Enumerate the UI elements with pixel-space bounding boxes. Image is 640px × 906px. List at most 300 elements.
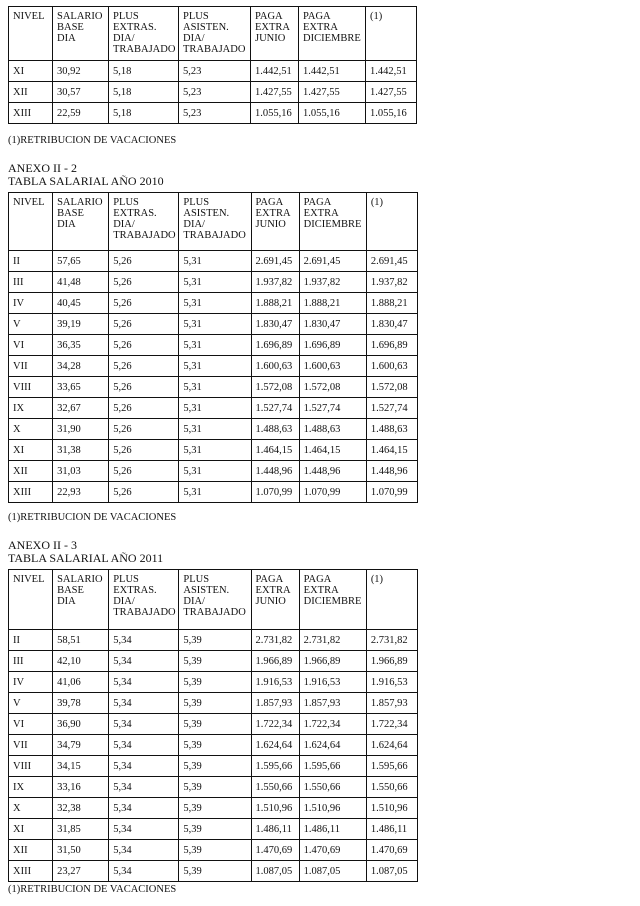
cell-plus-asisten: 5,31 bbox=[179, 314, 251, 335]
header-line: PAGA bbox=[303, 11, 331, 22]
cell-vacaciones: 1.427,55 bbox=[366, 82, 417, 103]
cell-paga-extra-diciembre: 1.070,99 bbox=[299, 482, 366, 503]
header-line: NIVEL bbox=[13, 574, 45, 585]
cell-paga-extra-diciembre: 2.731,82 bbox=[299, 630, 366, 651]
table-row bbox=[9, 356, 418, 377]
header-line: EXTRA bbox=[255, 208, 291, 219]
header-plus-asisten bbox=[179, 570, 251, 630]
cell-vacaciones: 1.857,93 bbox=[366, 693, 417, 714]
cell-paga-extra-junio: 1.470,69 bbox=[251, 840, 299, 861]
header-line: PLUS bbox=[113, 574, 139, 585]
header-line: PLUS bbox=[113, 11, 139, 22]
cell-plus-asisten: 5,39 bbox=[179, 735, 251, 756]
cell-plus-extras: 5,34 bbox=[109, 798, 179, 819]
table-row bbox=[9, 440, 418, 461]
annex-title-3: ANEXO II - 3 bbox=[8, 538, 77, 552]
cell-salario-base-dia: 42,10 bbox=[53, 651, 109, 672]
header-line: ASISTEN. bbox=[183, 585, 230, 596]
table-row bbox=[9, 651, 418, 672]
table-row bbox=[9, 419, 418, 440]
cell-paga-extra-diciembre: 1.572,08 bbox=[299, 377, 366, 398]
cell-paga-extra-junio: 1.830,47 bbox=[251, 314, 299, 335]
cell-plus-extras: 5,26 bbox=[109, 335, 179, 356]
cell-plus-extras: 5,34 bbox=[109, 672, 179, 693]
header-line: ASISTEN. bbox=[183, 208, 230, 219]
header-line: PLUS bbox=[113, 197, 139, 208]
header-nivel bbox=[9, 570, 53, 630]
cell-plus-extras: 5,34 bbox=[109, 777, 179, 798]
cell-salario-base-dia: 22,59 bbox=[53, 103, 109, 124]
header-paga-extra-junio bbox=[251, 570, 299, 630]
cell-nivel: V bbox=[9, 693, 53, 714]
cell-paga-extra-junio: 1.427,55 bbox=[251, 82, 299, 103]
cell-plus-extras: 5,26 bbox=[109, 314, 179, 335]
cell-plus-asisten: 5,31 bbox=[179, 293, 251, 314]
table-row bbox=[9, 82, 417, 103]
header-line: (1) bbox=[370, 197, 384, 208]
cell-vacaciones: 1.470,69 bbox=[366, 840, 417, 861]
cell-salario-base-dia: 34,28 bbox=[53, 356, 109, 377]
cell-paga-extra-diciembre: 1.916,53 bbox=[299, 672, 366, 693]
header-line: TRABAJADO bbox=[183, 607, 246, 618]
cell-nivel: VIII bbox=[9, 756, 53, 777]
cell-plus-extras: 5,26 bbox=[109, 461, 179, 482]
header-line: JUNIO bbox=[255, 219, 286, 230]
cell-salario-base-dia: 31,90 bbox=[53, 419, 109, 440]
header-line: DIA/ bbox=[113, 219, 135, 230]
header-plus-asisten bbox=[179, 193, 251, 251]
cell-plus-asisten: 5,31 bbox=[179, 461, 251, 482]
header-line: SALARIO bbox=[57, 197, 103, 208]
cell-salario-base-dia: 31,38 bbox=[53, 440, 109, 461]
cell-plus-asisten: 5,31 bbox=[179, 272, 251, 293]
cell-salario-base-dia: 36,35 bbox=[53, 335, 109, 356]
cell-plus-extras: 5,26 bbox=[109, 440, 179, 461]
cell-nivel: XI bbox=[9, 440, 53, 461]
table-row bbox=[9, 672, 418, 693]
cell-nivel: IX bbox=[9, 777, 53, 798]
cell-plus-asisten: 5,39 bbox=[179, 672, 251, 693]
cell-paga-extra-junio: 1.966,89 bbox=[251, 651, 299, 672]
cell-plus-asisten: 5,23 bbox=[179, 82, 251, 103]
cell-plus-asisten: 5,39 bbox=[179, 840, 251, 861]
cell-nivel: VI bbox=[9, 335, 53, 356]
header-line: PLUS bbox=[183, 197, 210, 208]
cell-vacaciones: 1.722,34 bbox=[366, 714, 417, 735]
cell-salario-base-dia: 41,48 bbox=[53, 272, 109, 293]
cell-paga-extra-junio: 2.691,45 bbox=[251, 251, 299, 272]
cell-plus-asisten: 5,39 bbox=[179, 651, 251, 672]
cell-plus-asisten: 5,31 bbox=[179, 419, 251, 440]
table-row bbox=[9, 482, 418, 503]
table-row bbox=[9, 840, 418, 861]
cell-plus-extras: 5,34 bbox=[109, 756, 179, 777]
table-row bbox=[9, 314, 418, 335]
cell-salario-base-dia: 41,06 bbox=[53, 672, 109, 693]
header-line: SALARIO bbox=[57, 574, 103, 585]
table-row bbox=[9, 714, 418, 735]
cell-vacaciones: 1.550,66 bbox=[366, 777, 417, 798]
cell-nivel: XIII bbox=[9, 861, 53, 882]
header-line: PAGA bbox=[255, 11, 283, 22]
header-line: DIA/ bbox=[113, 596, 135, 607]
cell-paga-extra-junio: 1.857,93 bbox=[251, 693, 299, 714]
cell-nivel: II bbox=[9, 251, 53, 272]
cell-paga-extra-diciembre: 1.442,51 bbox=[299, 61, 366, 82]
cell-paga-extra-junio: 1.722,34 bbox=[251, 714, 299, 735]
cell-vacaciones: 1.572,08 bbox=[366, 377, 417, 398]
cell-salario-base-dia: 32,38 bbox=[53, 798, 109, 819]
cell-nivel: VII bbox=[9, 356, 53, 377]
table-header-row bbox=[9, 7, 417, 61]
cell-nivel: VI bbox=[9, 714, 53, 735]
header-line: EXTRAS. bbox=[113, 208, 157, 219]
cell-nivel: XI bbox=[9, 61, 53, 82]
header-vacaciones bbox=[366, 7, 417, 61]
cell-plus-extras: 5,26 bbox=[109, 419, 179, 440]
cell-paga-extra-diciembre: 1.488,63 bbox=[299, 419, 366, 440]
cell-salario-base-dia: 22,93 bbox=[53, 482, 109, 503]
cell-salario-base-dia: 36,90 bbox=[53, 714, 109, 735]
cell-plus-asisten: 5,23 bbox=[179, 61, 251, 82]
cell-paga-extra-junio: 1.916,53 bbox=[251, 672, 299, 693]
cell-paga-extra-diciembre: 1.937,82 bbox=[299, 272, 366, 293]
header-line: TRABAJADO bbox=[183, 44, 246, 55]
cell-paga-extra-junio: 1.624,64 bbox=[251, 735, 299, 756]
header-line: ASISTEN. bbox=[183, 22, 229, 33]
cell-paga-extra-junio: 1.600,63 bbox=[251, 356, 299, 377]
cell-nivel: VIII bbox=[9, 377, 53, 398]
header-line: DIA bbox=[57, 219, 76, 230]
cell-vacaciones: 2.691,45 bbox=[366, 251, 417, 272]
cell-paga-extra-diciembre: 1.055,16 bbox=[299, 103, 366, 124]
table-row bbox=[9, 251, 418, 272]
cell-paga-extra-junio: 1.937,82 bbox=[251, 272, 299, 293]
cell-vacaciones: 1.600,63 bbox=[366, 356, 417, 377]
header-line: EXTRAS. bbox=[113, 22, 157, 33]
salary-table-2011 bbox=[8, 569, 418, 882]
cell-plus-extras: 5,34 bbox=[109, 840, 179, 861]
cell-paga-extra-junio: 1.488,63 bbox=[251, 419, 299, 440]
cell-plus-extras: 5,34 bbox=[109, 819, 179, 840]
cell-salario-base-dia: 31,85 bbox=[53, 819, 109, 840]
table-row bbox=[9, 735, 418, 756]
cell-plus-asisten: 5,39 bbox=[179, 756, 251, 777]
header-line: (1) bbox=[370, 11, 383, 22]
cell-paga-extra-diciembre: 1.486,11 bbox=[299, 819, 366, 840]
cell-paga-extra-junio: 1.442,51 bbox=[251, 61, 299, 82]
cell-plus-asisten: 5,39 bbox=[179, 630, 251, 651]
cell-vacaciones: 1.916,53 bbox=[366, 672, 417, 693]
header-line: TRABAJADO bbox=[183, 230, 246, 241]
cell-salario-base-dia: 31,03 bbox=[53, 461, 109, 482]
cell-vacaciones: 1.442,51 bbox=[366, 61, 417, 82]
cell-plus-asisten: 5,23 bbox=[179, 103, 251, 124]
cell-plus-extras: 5,34 bbox=[109, 861, 179, 882]
cell-salario-base-dia: 39,78 bbox=[53, 693, 109, 714]
cell-paga-extra-diciembre: 1.966,89 bbox=[299, 651, 366, 672]
cell-nivel: XII bbox=[9, 840, 53, 861]
cell-plus-extras: 5,34 bbox=[109, 651, 179, 672]
table-header-row bbox=[9, 570, 418, 630]
cell-vacaciones: 1.624,64 bbox=[366, 735, 417, 756]
cell-nivel: XIII bbox=[9, 103, 53, 124]
salary-table-1 bbox=[8, 6, 417, 124]
header-line: PAGA bbox=[255, 574, 284, 585]
header-line: PAGA bbox=[303, 574, 332, 585]
vacation-note-1: (1)RETRIBUCION DE VACACIONES bbox=[8, 135, 177, 146]
cell-paga-extra-diciembre: 1.464,15 bbox=[299, 440, 366, 461]
header-line: DIA/ bbox=[183, 219, 205, 230]
header-line: TRABAJADO bbox=[113, 607, 176, 618]
cell-nivel: V bbox=[9, 314, 53, 335]
header-line: EXTRA bbox=[303, 22, 338, 33]
header-vacaciones bbox=[366, 570, 417, 630]
cell-vacaciones: 1.595,66 bbox=[366, 756, 417, 777]
cell-plus-asisten: 5,31 bbox=[179, 377, 251, 398]
header-paga-extra-junio bbox=[251, 7, 299, 61]
header-nivel bbox=[9, 7, 53, 61]
header-line: EXTRA bbox=[303, 208, 339, 219]
cell-nivel: VII bbox=[9, 735, 53, 756]
cell-nivel: IV bbox=[9, 293, 53, 314]
cell-paga-extra-diciembre: 1.527,74 bbox=[299, 398, 366, 419]
cell-vacaciones: 1.055,16 bbox=[366, 103, 417, 124]
header-nivel bbox=[9, 193, 53, 251]
cell-plus-asisten: 5,31 bbox=[179, 356, 251, 377]
table-row bbox=[9, 293, 418, 314]
cell-vacaciones: 1.070,99 bbox=[366, 482, 417, 503]
cell-plus-extras: 5,34 bbox=[109, 630, 179, 651]
cell-vacaciones: 1.464,15 bbox=[366, 440, 417, 461]
header-line: BASE bbox=[57, 585, 84, 596]
cell-nivel: II bbox=[9, 630, 53, 651]
cell-plus-extras: 5,34 bbox=[109, 693, 179, 714]
cell-nivel: XII bbox=[9, 461, 53, 482]
header-line: EXTRAS. bbox=[113, 585, 157, 596]
cell-nivel: XII bbox=[9, 82, 53, 103]
cell-plus-extras: 5,18 bbox=[109, 61, 179, 82]
cell-vacaciones: 1.510,96 bbox=[366, 798, 417, 819]
header-line: TRABAJADO bbox=[113, 44, 176, 55]
salary-table-block-3 bbox=[8, 569, 418, 882]
salary-table-2010 bbox=[8, 192, 418, 503]
cell-nivel: XIII bbox=[9, 482, 53, 503]
table-row bbox=[9, 335, 418, 356]
cell-plus-extras: 5,26 bbox=[109, 356, 179, 377]
cell-plus-extras: 5,26 bbox=[109, 272, 179, 293]
header-line: SALARIO bbox=[57, 11, 103, 22]
cell-vacaciones: 1.830,47 bbox=[366, 314, 417, 335]
cell-paga-extra-junio: 1.070,99 bbox=[251, 482, 299, 503]
header-line: DIA/ bbox=[113, 33, 135, 44]
table-row bbox=[9, 756, 418, 777]
header-line: DIA/ bbox=[183, 596, 205, 607]
header-line: DIA bbox=[57, 33, 76, 44]
cell-paga-extra-diciembre: 1.857,93 bbox=[299, 693, 366, 714]
header-salario-base-dia bbox=[53, 7, 109, 61]
cell-paga-extra-junio: 1.696,89 bbox=[251, 335, 299, 356]
cell-salario-base-dia: 30,57 bbox=[53, 82, 109, 103]
header-paga-extra-diciembre bbox=[299, 193, 366, 251]
cell-paga-extra-junio: 1.572,08 bbox=[251, 377, 299, 398]
cell-paga-extra-junio: 1.448,96 bbox=[251, 461, 299, 482]
table-row bbox=[9, 461, 418, 482]
header-paga-extra-diciembre bbox=[299, 7, 366, 61]
cell-nivel: IV bbox=[9, 672, 53, 693]
header-plus-extras bbox=[109, 570, 179, 630]
header-line: DIA/ bbox=[183, 33, 205, 44]
cell-salario-base-dia: 30,92 bbox=[53, 61, 109, 82]
cell-plus-asisten: 5,39 bbox=[179, 777, 251, 798]
cell-plus-extras: 5,26 bbox=[109, 377, 179, 398]
header-paga-extra-junio bbox=[251, 193, 299, 251]
table-row bbox=[9, 103, 417, 124]
cell-salario-base-dia: 57,65 bbox=[53, 251, 109, 272]
cell-paga-extra-diciembre: 1.830,47 bbox=[299, 314, 366, 335]
cell-paga-extra-junio: 1.087,05 bbox=[251, 861, 299, 882]
header-line: PAGA bbox=[255, 197, 284, 208]
cell-nivel: X bbox=[9, 419, 53, 440]
cell-plus-extras: 5,18 bbox=[109, 103, 179, 124]
cell-plus-asisten: 5,39 bbox=[179, 693, 251, 714]
header-line: EXTRA bbox=[303, 585, 339, 596]
cell-salario-base-dia: 33,65 bbox=[53, 377, 109, 398]
salary-table-block-2 bbox=[8, 192, 418, 503]
salary-table-block-1 bbox=[8, 6, 417, 124]
table-row bbox=[9, 61, 417, 82]
table-row bbox=[9, 819, 418, 840]
header-line: DICIEMBRE bbox=[303, 33, 361, 44]
cell-salario-base-dia: 33,16 bbox=[53, 777, 109, 798]
cell-paga-extra-diciembre: 1.722,34 bbox=[299, 714, 366, 735]
table-row bbox=[9, 398, 418, 419]
header-line: PLUS bbox=[183, 574, 210, 585]
header-line: DIA bbox=[57, 596, 76, 607]
header-line: EXTRA bbox=[255, 585, 291, 596]
cell-vacaciones: 1.448,96 bbox=[366, 461, 417, 482]
cell-plus-extras: 5,26 bbox=[109, 482, 179, 503]
cell-paga-extra-junio: 1.464,15 bbox=[251, 440, 299, 461]
cell-paga-extra-diciembre: 1.448,96 bbox=[299, 461, 366, 482]
header-vacaciones bbox=[366, 193, 417, 251]
cell-paga-extra-junio: 1.527,74 bbox=[251, 398, 299, 419]
cell-plus-asisten: 5,31 bbox=[179, 482, 251, 503]
cell-plus-extras: 5,26 bbox=[109, 398, 179, 419]
cell-nivel: III bbox=[9, 272, 53, 293]
annex-subtitle-2: TABLA SALARIAL AÑO 2010 bbox=[8, 174, 164, 188]
header-line: DICIEMBRE bbox=[303, 596, 362, 607]
cell-plus-extras: 5,34 bbox=[109, 714, 179, 735]
cell-paga-extra-junio: 1.486,11 bbox=[251, 819, 299, 840]
cell-paga-extra-diciembre: 2.691,45 bbox=[299, 251, 366, 272]
cell-plus-asisten: 5,31 bbox=[179, 398, 251, 419]
table-row bbox=[9, 630, 418, 651]
cell-vacaciones: 1.087,05 bbox=[366, 861, 417, 882]
header-line: BASE bbox=[57, 208, 84, 219]
header-line: JUNIO bbox=[255, 596, 286, 607]
cell-salario-base-dia: 40,45 bbox=[53, 293, 109, 314]
table-row bbox=[9, 693, 418, 714]
cell-paga-extra-diciembre: 1.595,66 bbox=[299, 756, 366, 777]
cell-nivel: IX bbox=[9, 398, 53, 419]
cell-paga-extra-junio: 1.510,96 bbox=[251, 798, 299, 819]
cell-plus-extras: 5,34 bbox=[109, 735, 179, 756]
cell-paga-extra-diciembre: 1.696,89 bbox=[299, 335, 366, 356]
header-line: PLUS bbox=[183, 11, 209, 22]
cell-paga-extra-diciembre: 1.624,64 bbox=[299, 735, 366, 756]
table-header-row bbox=[9, 193, 418, 251]
cell-nivel: III bbox=[9, 651, 53, 672]
header-line: EXTRA bbox=[255, 22, 290, 33]
cell-salario-base-dia: 31,50 bbox=[53, 840, 109, 861]
cell-paga-extra-junio: 1.888,21 bbox=[251, 293, 299, 314]
header-line: NIVEL bbox=[13, 197, 45, 208]
table-row bbox=[9, 377, 418, 398]
cell-salario-base-dia: 32,67 bbox=[53, 398, 109, 419]
cell-salario-base-dia: 34,79 bbox=[53, 735, 109, 756]
header-line: JUNIO bbox=[255, 33, 286, 44]
vacation-note-2: (1)RETRIBUCION DE VACACIONES bbox=[8, 512, 177, 523]
table-row bbox=[9, 777, 418, 798]
cell-salario-base-dia: 58,51 bbox=[53, 630, 109, 651]
header-line: PAGA bbox=[303, 197, 332, 208]
header-paga-extra-diciembre bbox=[299, 570, 366, 630]
cell-paga-extra-junio: 2.731,82 bbox=[251, 630, 299, 651]
cell-vacaciones: 1.888,21 bbox=[366, 293, 417, 314]
cell-nivel: XI bbox=[9, 819, 53, 840]
cell-paga-extra-junio: 1.595,66 bbox=[251, 756, 299, 777]
cell-plus-asisten: 5,31 bbox=[179, 251, 251, 272]
header-line: BASE bbox=[57, 22, 84, 33]
cell-salario-base-dia: 23,27 bbox=[53, 861, 109, 882]
cell-paga-extra-diciembre: 1.510,96 bbox=[299, 798, 366, 819]
cell-paga-extra-diciembre: 1.888,21 bbox=[299, 293, 366, 314]
cell-paga-extra-diciembre: 1.427,55 bbox=[299, 82, 366, 103]
cell-paga-extra-diciembre: 1.470,69 bbox=[299, 840, 366, 861]
cell-vacaciones: 1.486,11 bbox=[366, 819, 417, 840]
cell-paga-extra-junio: 1.055,16 bbox=[251, 103, 299, 124]
header-line: DICIEMBRE bbox=[303, 219, 362, 230]
table-row bbox=[9, 272, 418, 293]
cell-plus-asisten: 5,31 bbox=[179, 440, 251, 461]
cell-vacaciones: 1.527,74 bbox=[366, 398, 417, 419]
cell-vacaciones: 1.488,63 bbox=[366, 419, 417, 440]
cell-vacaciones: 1.696,89 bbox=[366, 335, 417, 356]
cell-paga-extra-junio: 1.550,66 bbox=[251, 777, 299, 798]
cell-vacaciones: 2.731,82 bbox=[366, 630, 417, 651]
cell-plus-extras: 5,26 bbox=[109, 293, 179, 314]
header-line: NIVEL bbox=[13, 11, 45, 22]
cell-vacaciones: 1.966,89 bbox=[366, 651, 417, 672]
cell-plus-asisten: 5,39 bbox=[179, 819, 251, 840]
header-salario-base-dia bbox=[53, 193, 109, 251]
cell-nivel: X bbox=[9, 798, 53, 819]
table-row bbox=[9, 798, 418, 819]
annex-title-2: ANEXO II - 2 bbox=[8, 161, 77, 175]
cell-plus-extras: 5,18 bbox=[109, 82, 179, 103]
header-plus-asisten bbox=[179, 7, 251, 61]
cell-plus-extras: 5,26 bbox=[109, 251, 179, 272]
cell-salario-base-dia: 34,15 bbox=[53, 756, 109, 777]
annex-subtitle-3: TABLA SALARIAL AÑO 2011 bbox=[8, 551, 164, 565]
header-plus-extras bbox=[109, 7, 179, 61]
vacation-note-3: (1)RETRIBUCION DE VACACIONES bbox=[8, 884, 177, 895]
header-plus-extras bbox=[109, 193, 179, 251]
header-line: (1) bbox=[370, 574, 384, 585]
cell-vacaciones: 1.937,82 bbox=[366, 272, 417, 293]
cell-plus-asisten: 5,39 bbox=[179, 714, 251, 735]
